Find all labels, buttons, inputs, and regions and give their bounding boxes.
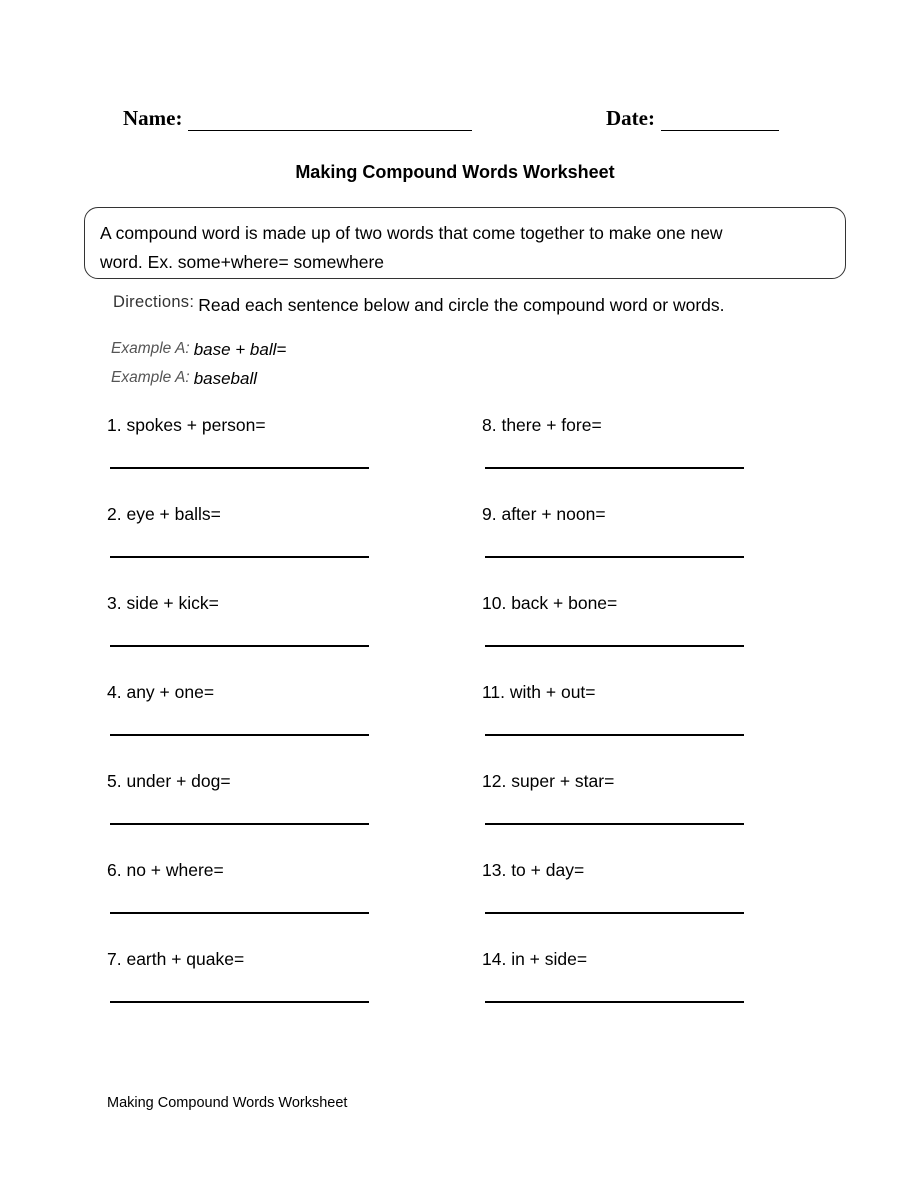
answer-line-2[interactable] — [110, 556, 369, 558]
example-label: Example A: — [111, 369, 190, 386]
worksheet-title: Making Compound Words Worksheet — [295, 162, 615, 182]
question-9: 9. after + noon= — [482, 504, 606, 524]
answer-line-13[interactable] — [485, 912, 744, 914]
question-7: 7. earth + quake= — [107, 949, 245, 969]
directions — [113, 295, 725, 316]
answer-line-11[interactable] — [485, 734, 744, 736]
example-text: baseball — [193, 369, 258, 388]
example-2 — [111, 369, 257, 389]
date-label: Date: — [606, 106, 655, 130]
question-10: 10. back + bone= — [482, 593, 618, 613]
question-1: 1. spokes + person= — [107, 415, 266, 435]
answer-line-3[interactable] — [110, 645, 369, 647]
directions-text: Read each sentence below and circle the compound word or words. — [198, 295, 725, 315]
date-blank-line — [661, 110, 779, 131]
answer-line-7[interactable] — [110, 1001, 369, 1003]
question-6: 6. no + where= — [107, 860, 224, 880]
answer-line-4[interactable] — [110, 734, 369, 736]
answer-line-14[interactable] — [485, 1001, 744, 1003]
example-text: base + ball= — [193, 340, 287, 359]
question-2: 2. eye + balls= — [107, 504, 221, 524]
example-1 — [111, 340, 286, 360]
page-footer: Making Compound Words Worksheet — [107, 1095, 348, 1111]
question-13: 13. to + day= — [482, 860, 585, 880]
name-label: Name: — [123, 106, 183, 130]
answer-line-10[interactable] — [485, 645, 744, 647]
question-5: 5. under + dog= — [107, 771, 231, 791]
answer-line-1[interactable] — [110, 467, 369, 469]
definition-line-1: A compound word is made up of two words that come together to make one new — [100, 223, 723, 243]
answer-line-8[interactable] — [485, 467, 744, 469]
date-header — [606, 106, 779, 131]
question-4: 4. any + one= — [107, 682, 215, 702]
question-8: 8. there + fore= — [482, 415, 602, 435]
question-14: 14. in + side= — [482, 949, 588, 969]
answer-line-5[interactable] — [110, 823, 369, 825]
definition-box — [84, 207, 846, 279]
answer-line-6[interactable] — [110, 912, 369, 914]
question-12: 12. super + star= — [482, 771, 615, 791]
directions-label: Directions: — [113, 293, 195, 311]
name-header — [123, 106, 472, 131]
example-label: Example A: — [111, 340, 190, 357]
answer-line-9[interactable] — [485, 556, 744, 558]
question-11: 11. with + out= — [482, 682, 596, 702]
answer-line-12[interactable] — [485, 823, 744, 825]
question-3: 3. side + kick= — [107, 593, 219, 613]
name-blank-line — [188, 110, 472, 131]
definition-line-2: word. Ex. some+where= somewhere — [100, 252, 385, 272]
